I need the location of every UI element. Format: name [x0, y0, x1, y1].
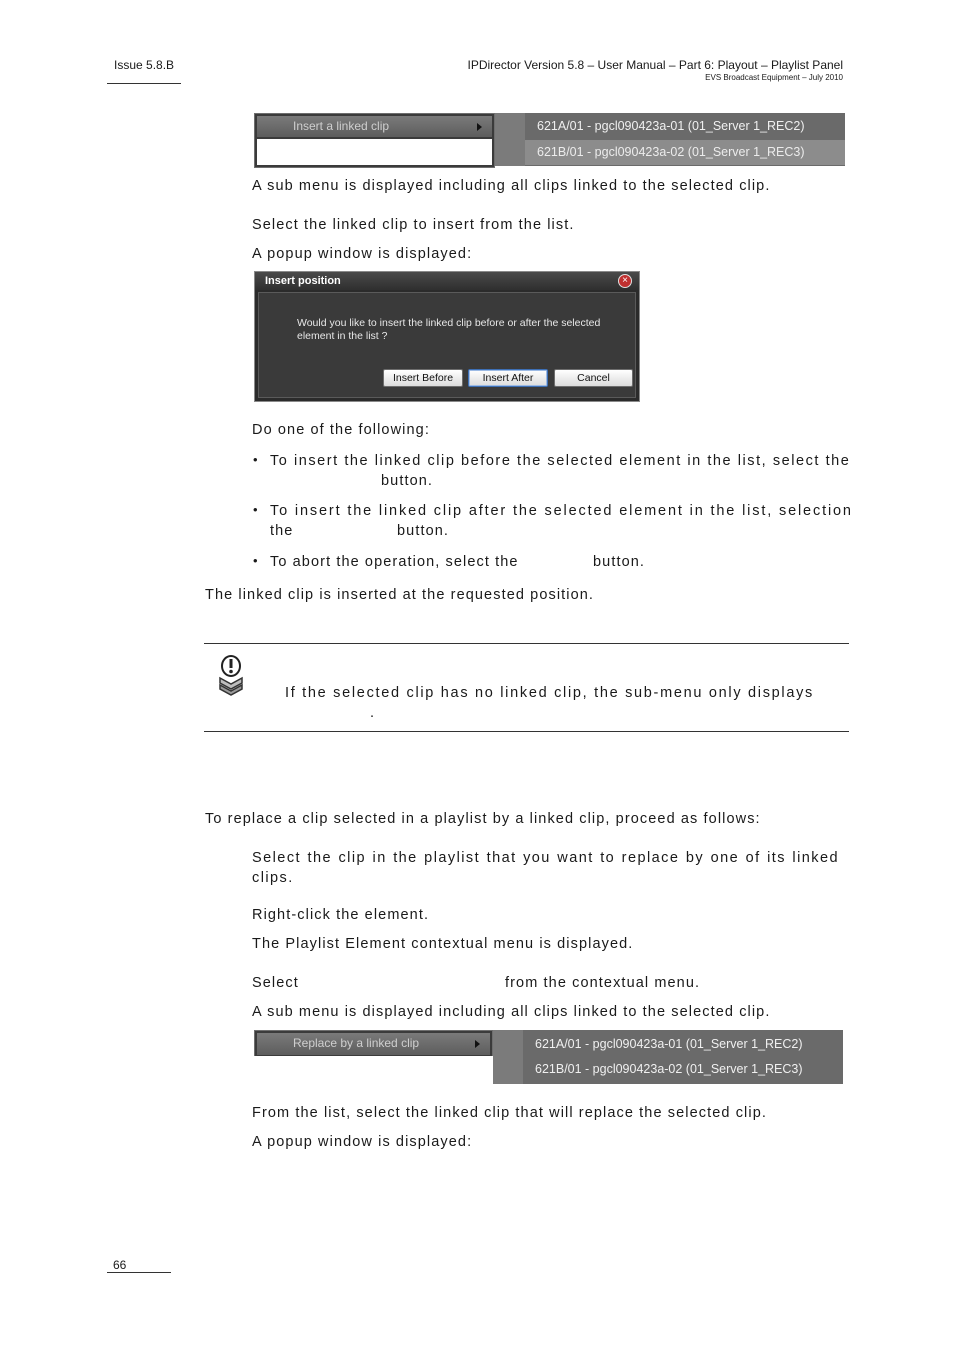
header-rule	[107, 83, 181, 84]
submenu-item[interactable]: 621B/01 - pgcl090423a-02 (01_Server 1_REC3)	[535, 1062, 803, 1076]
cancel-button[interactable]: Cancel	[554, 369, 633, 387]
bullet-text: button.	[593, 554, 646, 570]
submenu-item[interactable]: 621A/01 - pgcl090423a-01 (01_Server 1_REC2)	[535, 1037, 803, 1051]
submenu-item[interactable]: 621B/01 - pgcl090423a-02 (01_Server 1_REC3)	[525, 140, 845, 165]
menu-item-label: Replace by a linked clip	[293, 1036, 420, 1050]
submenu-arrow-icon	[477, 123, 482, 131]
submenu-item[interactable]: 621A/01 - pgcl090423a-01 (01_Server 1_REC2)	[537, 119, 805, 133]
paragraph: Do one of the following:	[252, 422, 430, 438]
paragraph: The linked clip is inserted at the requested position.	[205, 587, 595, 603]
submenu-gutter	[495, 113, 525, 166]
bullet-dot: •	[253, 553, 258, 568]
paragraph: from the contextual menu.	[505, 975, 701, 991]
bullet-dot: •	[253, 502, 258, 517]
manual-subtitle: EVS Broadcast Equipment – July 2010	[705, 73, 843, 82]
context-menu-replace	[254, 1030, 493, 1058]
paragraph: From the list, select the linked clip that will replace the selected clip.	[252, 1105, 767, 1121]
note-text: If the selected clip has no linked clip, the sub-menu only displays	[285, 685, 814, 701]
page-number: 66	[113, 1258, 127, 1272]
bullet-text: button.	[381, 473, 434, 489]
note-text: .	[370, 705, 376, 721]
insert-position-dialog	[254, 271, 640, 402]
dialog-body	[258, 292, 636, 398]
paragraph: A sub menu is displayed including all clips linked to the selected clip.	[252, 178, 771, 194]
insert-before-button[interactable]: Insert Before	[383, 369, 463, 387]
dialog-message: Would you like to insert the linked clip before or after the selected element in the list ?	[297, 317, 601, 342]
menu-blank-area	[254, 1056, 493, 1084]
bullet-text: To insert the linked clip after the selected element in the list, selection	[270, 503, 853, 519]
context-menu-insert	[254, 113, 495, 168]
dialog-title: Insert position	[255, 272, 639, 290]
footer-rule	[107, 1272, 171, 1273]
menu-item-replace-linked-clip[interactable]	[257, 1033, 490, 1055]
menu-blank-area	[257, 139, 492, 165]
submenu-gutter	[493, 1030, 523, 1084]
paragraph: To replace a clip selected in a playlist by a linked clip, proceed as follows:	[205, 811, 761, 827]
bullet-text: To abort the operation, select the	[270, 554, 519, 570]
bullet-text: To insert the linked clip before the selected element in the list, select the	[270, 453, 851, 469]
paragraph: Select the linked clip to insert from the list.	[252, 217, 575, 233]
paragraph: Right-click the element.	[252, 907, 430, 923]
bullet-text: the	[270, 523, 294, 539]
paragraph: A popup window is displayed:	[252, 246, 473, 262]
bullet-dot: •	[253, 452, 258, 467]
submenu-linked-clips	[493, 1030, 843, 1084]
close-icon[interactable]: ×	[618, 274, 632, 288]
issue-label: Issue 5.8.B	[114, 58, 175, 72]
warning-note-icon	[214, 654, 248, 698]
menu-item-insert-linked-clip[interactable]	[257, 116, 492, 137]
manual-title: IPDirector Version 5.8 – User Manual – Part 6: Playout – Playlist Panel	[467, 58, 843, 72]
submenu-arrow-icon	[475, 1040, 480, 1048]
paragraph: Select the clip in the playlist that you want to replace by one of its linked clips.	[252, 850, 839, 886]
paragraph: A popup window is displayed:	[252, 1134, 473, 1150]
menu-item-label: Insert a linked clip	[293, 119, 390, 133]
insert-after-button[interactable]: Insert After	[468, 369, 548, 387]
bullet-text: button.	[397, 523, 450, 539]
note-bottom-rule	[204, 731, 849, 732]
paragraph: A sub menu is displayed including all clips linked to the selected clip.	[252, 1004, 771, 1020]
paragraph: Select	[252, 975, 299, 991]
note-top-rule	[204, 643, 849, 644]
submenu-linked-clips	[495, 113, 845, 166]
paragraph: The Playlist Element contextual menu is displayed.	[252, 936, 634, 952]
